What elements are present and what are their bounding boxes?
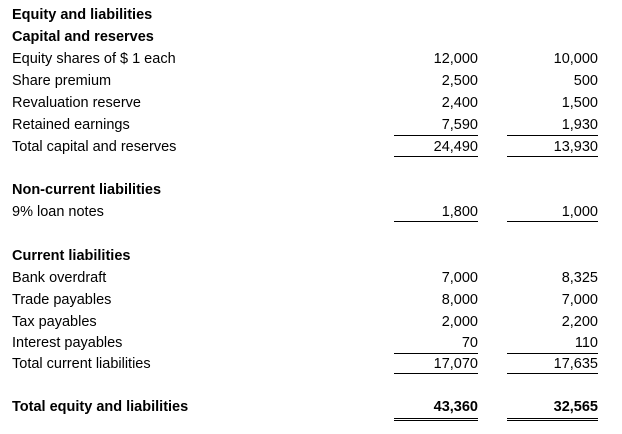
- heading-equity-and-liabilities: Equity and liabilities: [12, 7, 153, 23]
- row-label: Share premium: [12, 73, 112, 89]
- row-label: Retained earnings: [12, 117, 130, 133]
- heading-current-liabilities-row: [0, 246, 622, 268]
- row-label: Revaluation reserve: [12, 95, 141, 111]
- value-current-year: 1,800: [394, 202, 478, 222]
- heading-non-current-liabilities: Non-current liabilities: [12, 182, 162, 198]
- value-current-year: 7,590: [441, 117, 478, 133]
- row-label: Bank overdraft: [12, 270, 107, 286]
- value-prior-year: 1,500: [561, 95, 598, 111]
- grand-total-current-year: 43,360: [394, 397, 478, 421]
- value-current-year: 2,500: [441, 73, 478, 89]
- total-current-year: 24,490: [394, 135, 478, 157]
- row-label: Total current liabilities: [12, 356, 151, 372]
- value-prior-year: 7,000: [561, 292, 598, 308]
- value-current-year: 2,000: [441, 314, 478, 330]
- total-prior-year: 17,635: [507, 353, 598, 374]
- row-label: Trade payables: [12, 292, 112, 308]
- row-label: Interest payables: [12, 335, 123, 351]
- row-tax-payables: [0, 312, 622, 334]
- value-current-year: 12,000: [433, 51, 478, 67]
- value-prior-year: 110: [574, 335, 598, 351]
- value-prior-year: 2,200: [561, 314, 598, 330]
- row-equity-shares: [0, 49, 622, 71]
- grand-total-prior-year: 32,565: [507, 397, 598, 421]
- value-prior-year: 8,325: [561, 270, 598, 286]
- heading-non-current-liabilities-row: [0, 180, 622, 202]
- value-current-year: 8,000: [441, 292, 478, 308]
- total-current-year: 17,070: [394, 353, 478, 374]
- value-prior-year: 1,930: [561, 117, 598, 133]
- row-revaluation-reserve: [0, 93, 622, 115]
- row-interest-payables: [0, 333, 622, 355]
- row-total-current-liabilities: [0, 353, 622, 375]
- row-label: Equity shares of $ 1 each: [12, 51, 176, 67]
- row-total-capital-and-reserves: [0, 135, 622, 157]
- row-label: 9% loan notes: [12, 204, 104, 220]
- value-current-year: 70: [461, 335, 478, 351]
- value-prior-year: 500: [573, 73, 598, 89]
- row-label: Total equity and liabilities: [12, 399, 189, 415]
- value-current-year: 2,400: [441, 95, 478, 111]
- heading-capital-and-reserves: Capital and reserves: [12, 29, 154, 45]
- value-prior-year: 10,000: [553, 51, 598, 67]
- row-bank-overdraft: [0, 268, 622, 290]
- row-share-premium: [0, 71, 622, 93]
- row-label: Tax payables: [12, 314, 97, 330]
- heading-equity-and-liabilities-row: [0, 5, 622, 27]
- row-loan-notes: [0, 202, 622, 224]
- row-label: Total capital and reserves: [12, 139, 177, 155]
- value-prior-year: 1,000: [507, 202, 598, 222]
- value-current-year: 7,000: [441, 270, 478, 286]
- row-trade-payables: [0, 290, 622, 312]
- row-retained-earnings: [0, 115, 622, 137]
- total-prior-year: 13,930: [507, 135, 598, 157]
- row-total-equity-and-liabilities: [0, 397, 622, 419]
- heading-current-liabilities: Current liabilities: [12, 248, 131, 264]
- heading-capital-and-reserves-row: [0, 27, 622, 49]
